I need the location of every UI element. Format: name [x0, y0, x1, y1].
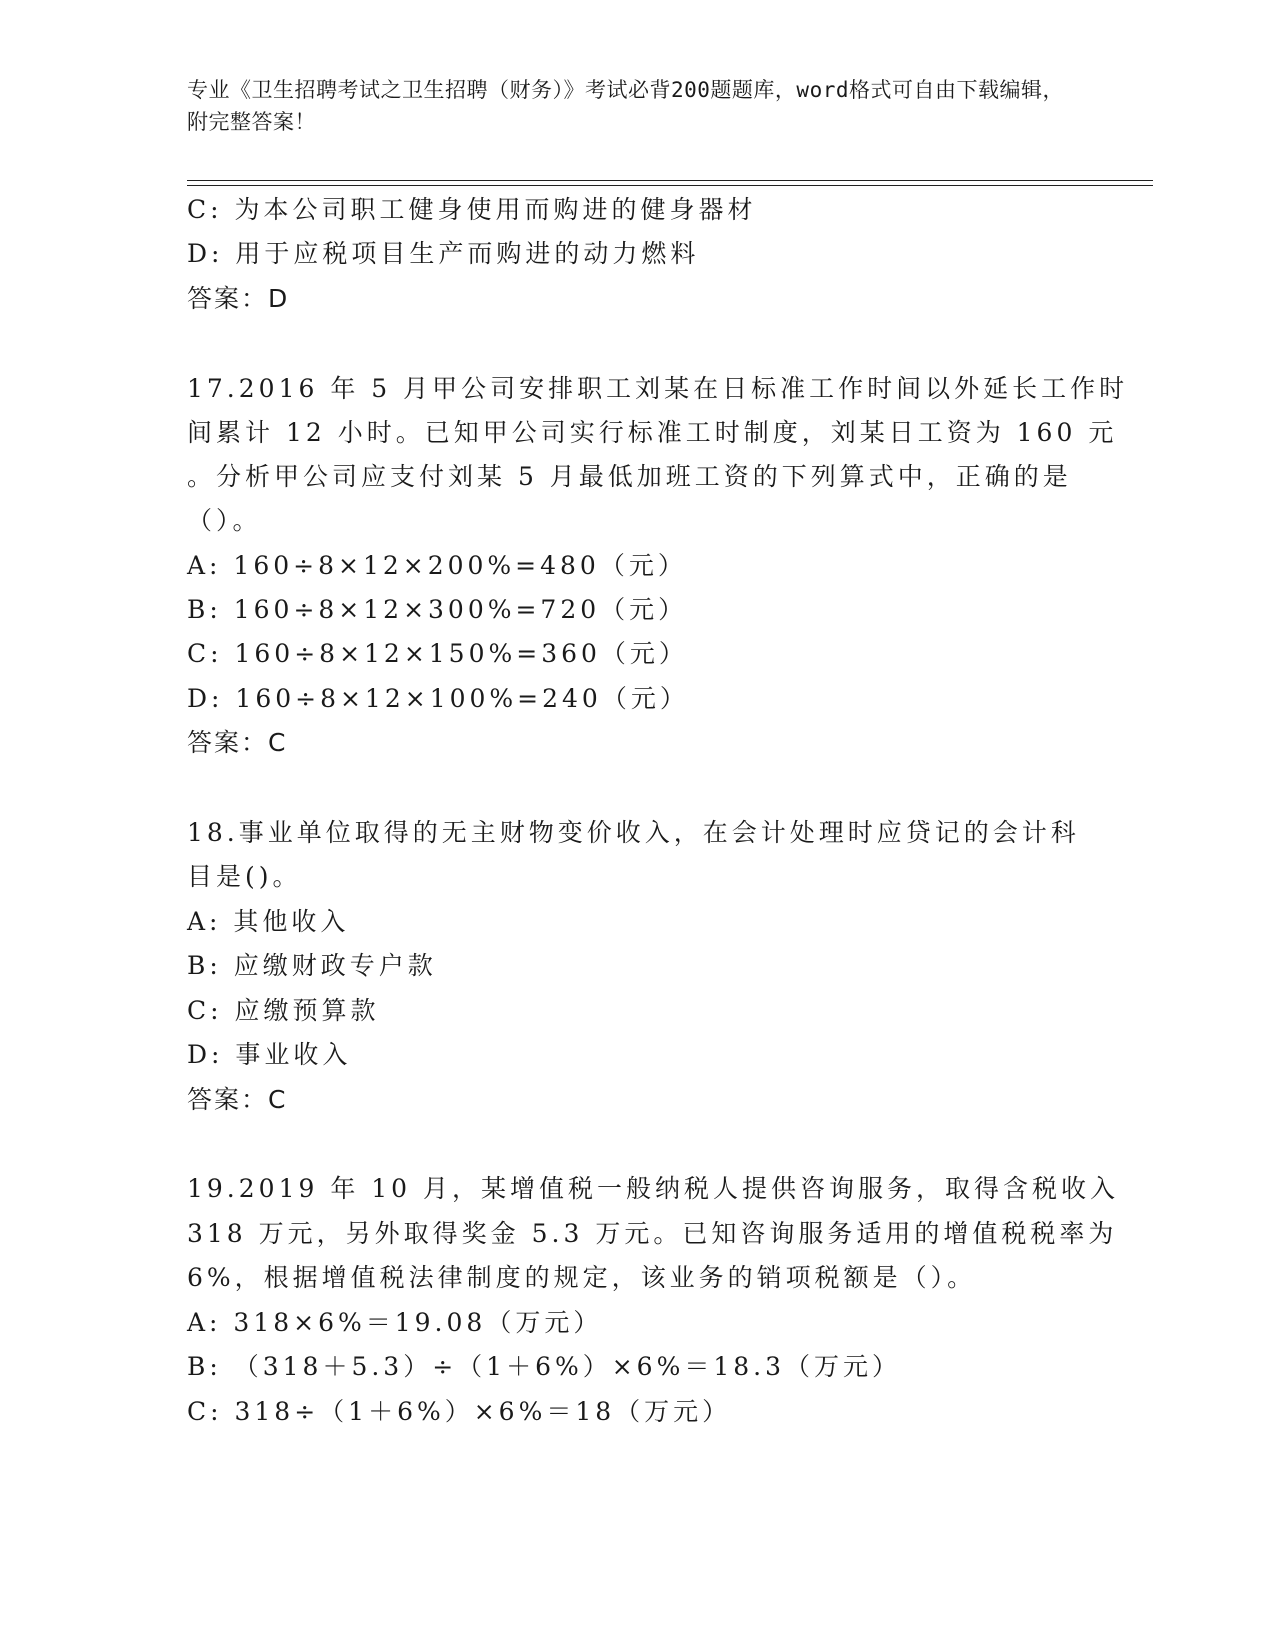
q18-stem-line-1: 18.事业单位取得的无主财物变价收入，在会计处理时应贷记的会计科 [187, 818, 1080, 847]
q19-option-c: C: 318÷（1＋6%）×6%＝18（万元） [187, 1397, 732, 1426]
header-divider-bottom [187, 185, 1153, 186]
q18-option-d: D: 事业收入 [187, 1040, 352, 1069]
q19-option-b: B: （318＋5.3）÷（1＋6%）×6%＝18.3（万元） [187, 1352, 902, 1381]
q17-option-b: B: 160÷8×12×300%=720（元） [187, 595, 688, 624]
q19-stem-line-3: 6%，根据增值税法律制度的规定，该业务的销项税额是（）。 [187, 1263, 977, 1292]
header-divider-top [187, 180, 1153, 181]
q19-stem-line-1: 19.2019 年 10 月，某增值税一般纳税人提供咨询服务，取得含税收入 [187, 1174, 1120, 1203]
q18-answer: 答案：C [187, 1085, 288, 1114]
q18-option-b: B: 应缴财政专户款 [187, 951, 437, 980]
q18-option-a: A: 其他收入 [187, 907, 350, 936]
q18-stem-line-2: 目是()。 [187, 862, 302, 891]
document-header: 专业《卫生招聘考试之卫生招聘（财务）》考试必背200题题库，word格式可自由下载编辑，附完整答案！ [187, 78, 1064, 134]
q17-option-a: A: 160÷8×12×200%=480（元） [187, 551, 687, 580]
q17-answer: 答案：C [187, 728, 288, 757]
prev-answer: 答案：D [187, 284, 290, 313]
q19-option-a: A: 318×6%＝19.08（万元） [187, 1308, 603, 1337]
prev-option-c: C: 为本公司职工健身使用而购进的健身器材 [187, 195, 757, 224]
q18-option-c: C: 应缴预算款 [187, 996, 380, 1025]
q17-stem-line-2: 间累计 12 小时。已知甲公司实行标准工时制度，刘某日工资为 160 元 [187, 418, 1118, 447]
q19-stem-line-2: 318 万元，另外取得奖金 5.3 万元。已知咨询服务适用的增值税税率为 [187, 1219, 1118, 1248]
q17-option-d: D: 160÷8×12×100%=240（元） [187, 684, 689, 713]
q17-option-c: C: 160÷8×12×150%=360（元） [187, 639, 688, 668]
q17-stem-line-1: 17.2016 年 5 月甲公司安排职工刘某在日标准工作时间以外延长工作时 [187, 374, 1129, 403]
q17-stem-line-4: （）。 [187, 506, 262, 535]
prev-option-d: D: 用于应税项目生产而购进的动力燃料 [187, 239, 700, 268]
q17-stem-line-3: 。分析甲公司应支付刘某 5 月最低加班工资的下列算式中，正确的是 [187, 462, 1072, 491]
